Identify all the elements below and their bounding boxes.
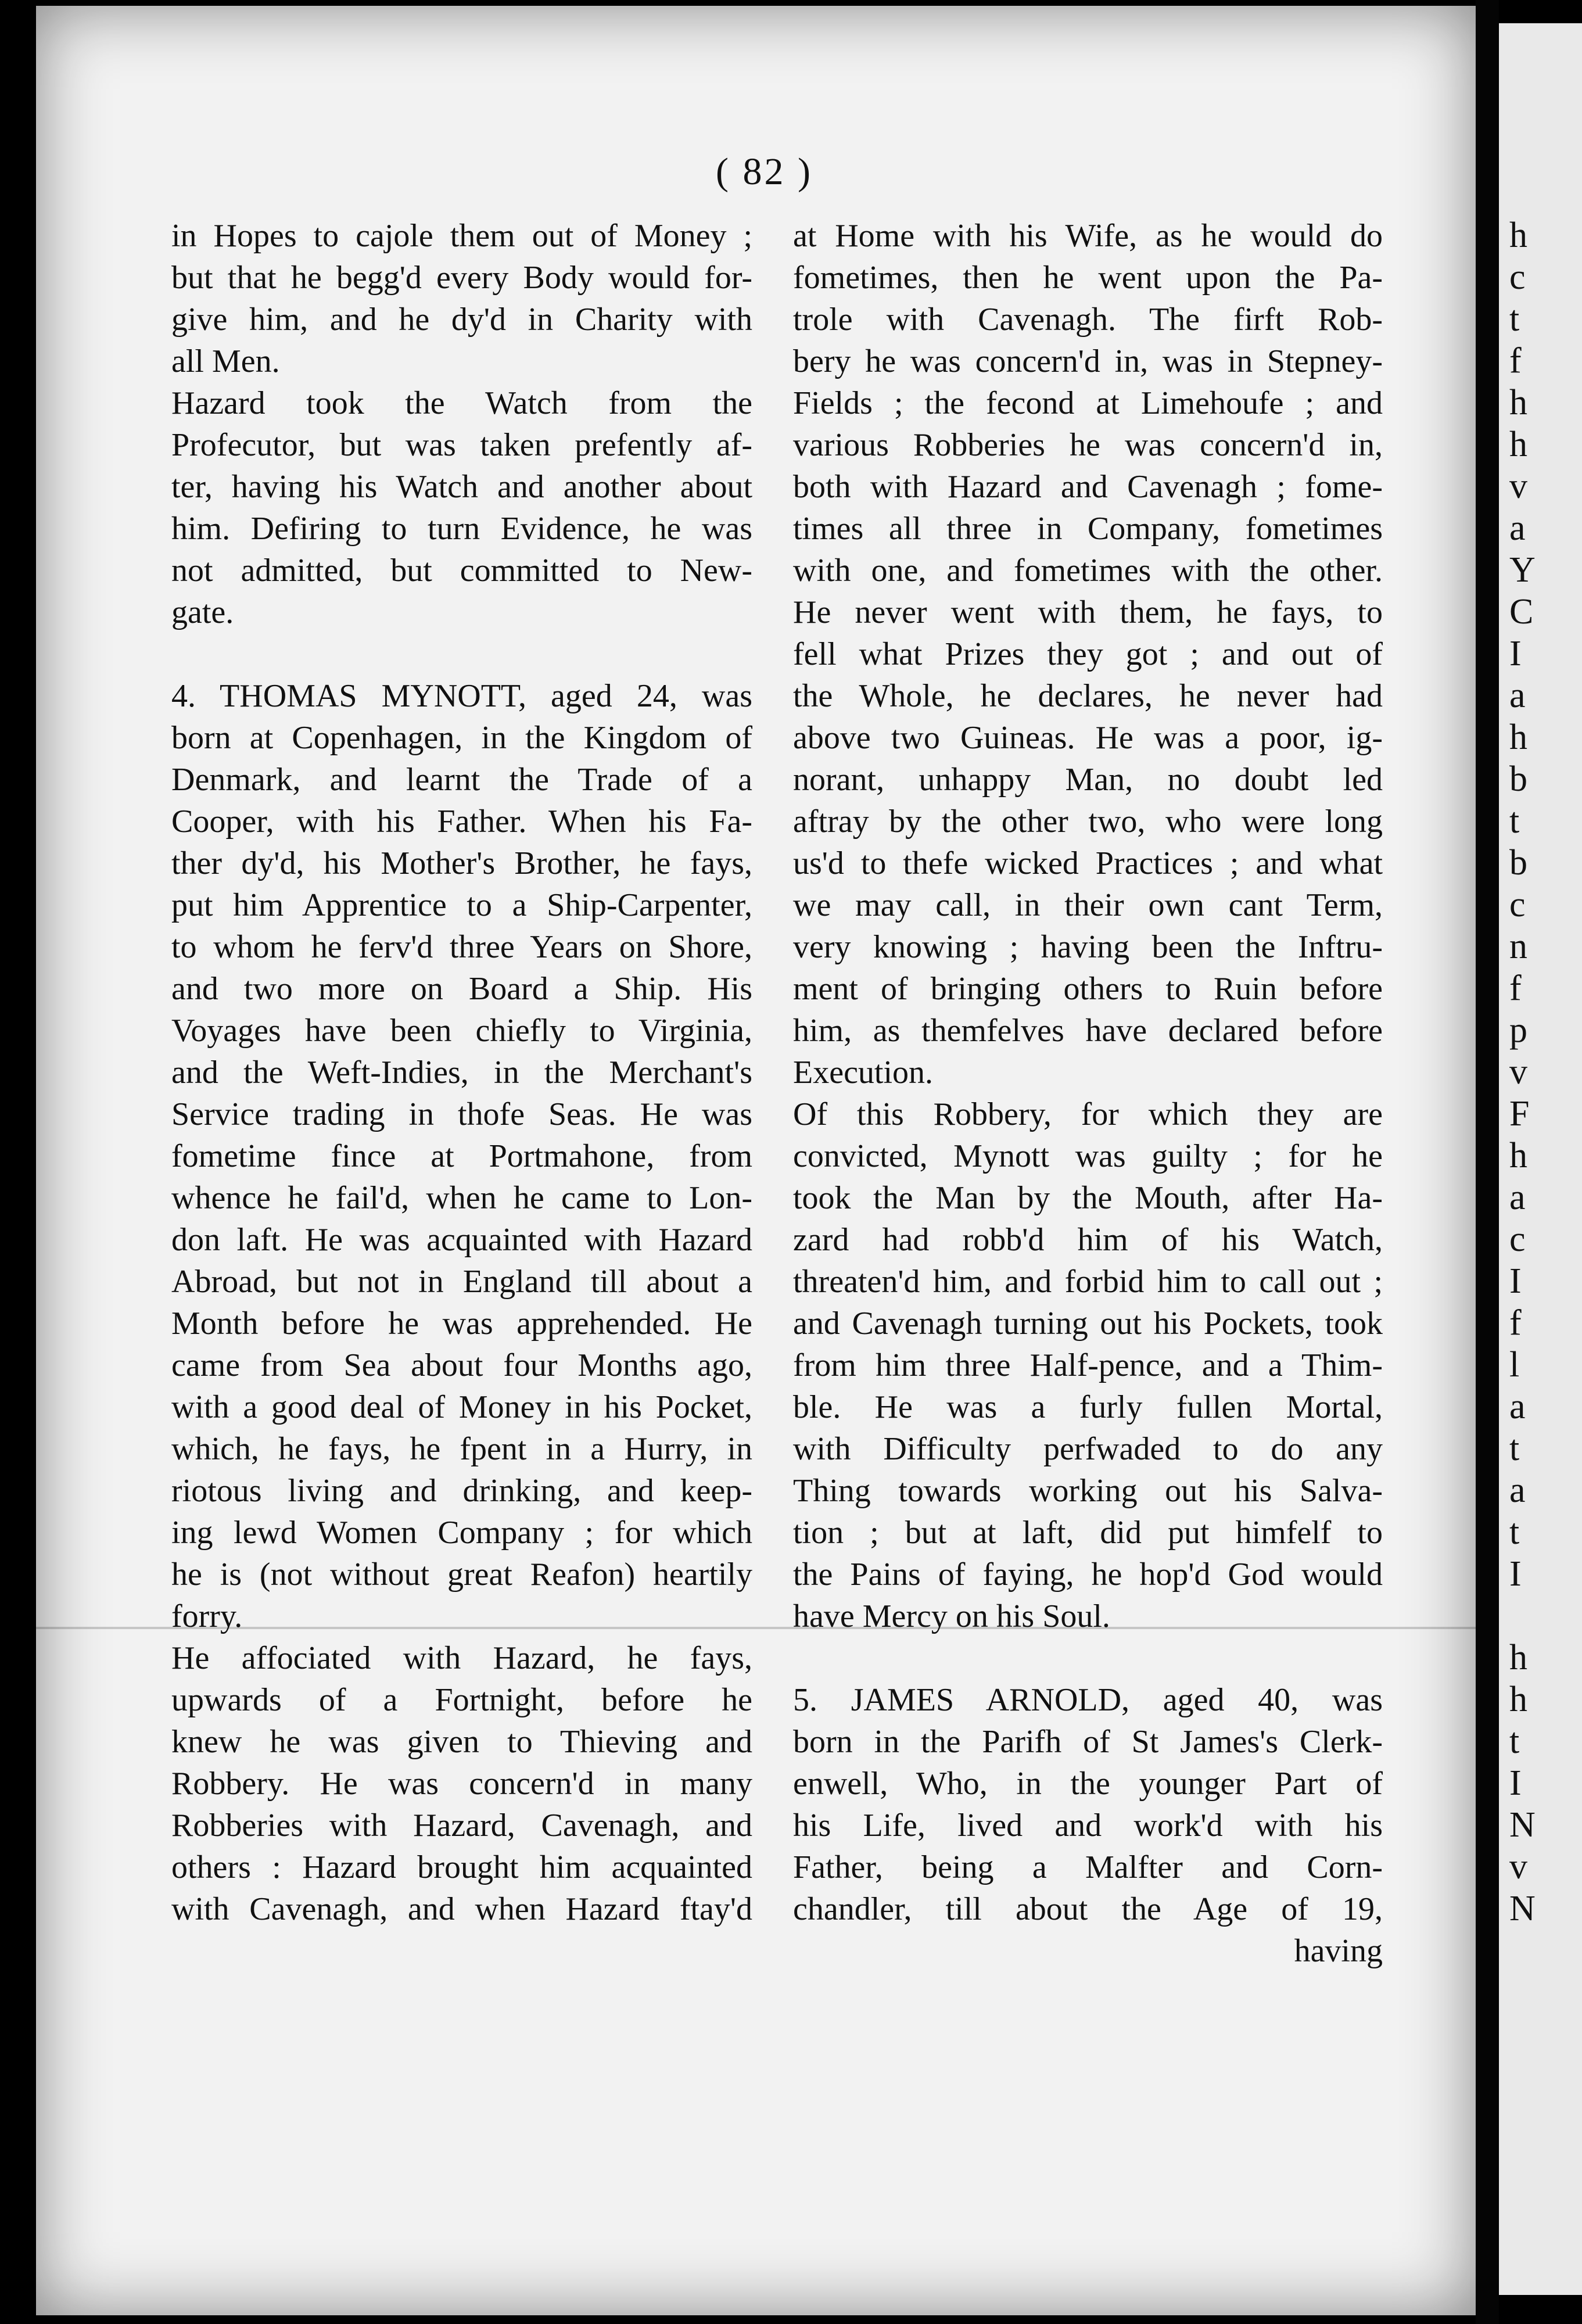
facing-page-letter: l (1509, 1345, 1520, 1385)
text-line: times all three in Company, fometimes (793, 511, 1383, 547)
text-line: and Cavenagh turning out his Pockets, took (793, 1306, 1383, 1342)
facing-page-letter: I (1509, 1763, 1522, 1803)
facing-page-letter: t (1509, 1429, 1520, 1468)
text-line: threaten'd him, and forbid him to call out ; (793, 1264, 1383, 1300)
facing-page-letter: h (1509, 718, 1527, 757)
text-line: born in the Parifh of St James's Clerk- (793, 1724, 1383, 1760)
facing-page-letter: I (1509, 1554, 1522, 1594)
text-line: we may call, in their own cant Term, (793, 887, 1383, 923)
text-line: fometime fince at Portmahone, from (171, 1138, 752, 1174)
text-line: Father, being a Malfter and Corn- (793, 1849, 1383, 1885)
text-line: to whom he ferv'd three Years on Shore, (171, 929, 752, 965)
text-line: have Mercy on his Soul. (793, 1598, 1110, 1634)
facing-page-letter: a (1509, 508, 1526, 548)
text-line: bery he was concern'd in, was in Stepney- (793, 343, 1383, 379)
text-line: trole with Cavenagh. The firft Rob- (793, 302, 1383, 338)
text-line: which, he fays, he fpent in a Hurry, in (171, 1431, 752, 1467)
text-line: gate. (171, 594, 234, 630)
facing-page-letter: h (1509, 425, 1527, 464)
text-line: norant, unhappy Man, no doubt led (793, 762, 1383, 798)
facing-page-letter: C (1509, 592, 1534, 632)
facing-page-letter: N (1509, 1889, 1536, 1928)
text-line: both with Hazard and Cavenagh ; fome- (793, 469, 1383, 505)
text-line: He never went with them, he fays, to (793, 594, 1383, 630)
facing-page-letter: t (1509, 1512, 1520, 1552)
facing-page-letter: f (1509, 969, 1522, 1008)
text-line: give him, and he dy'd in Charity with (171, 302, 752, 338)
text-line: put him Apprentice to a Ship-Carpenter, (171, 887, 752, 923)
facing-page-letter: a (1509, 676, 1526, 715)
facing-page-letter: b (1509, 843, 1527, 883)
text-line: with one, and fometimes with the other. (793, 553, 1383, 589)
facing-page-letter: h (1509, 1638, 1527, 1677)
text-line: with Cavenagh, and when Hazard ftay'd (171, 1891, 752, 1927)
text-line: us'd to thefe wicked Practices ; and what (793, 845, 1383, 881)
facing-page-letter: F (1509, 1094, 1530, 1134)
text-line: ther dy'd, his Mother's Brother, he fays, (171, 845, 752, 881)
text-line: Voyages have been chiefly to Virginia, (171, 1013, 752, 1049)
text-line: and two more on Board a Ship. His (171, 971, 752, 1007)
text-line: various Robberies he was concern'd in, (793, 427, 1383, 463)
text-line: not admitted, but committed to New- (171, 553, 752, 589)
text-line: tion ; but at laft, did put himfelf to (793, 1515, 1383, 1551)
facing-page-letter: v (1509, 467, 1527, 506)
text-line: Service trading in thofe Seas. He was (171, 1096, 752, 1132)
text-line: born at Copenhagen, in the Kingdom of (171, 720, 752, 756)
paragraph-gap (171, 633, 752, 675)
text-line: in Hopes to cajole them out of Money ; (171, 218, 752, 254)
facing-page-letter: c (1509, 1220, 1526, 1259)
text-line: but that he begg'd every Body would for- (171, 260, 752, 296)
left-text-column (171, 215, 752, 1930)
facing-page-edge (1499, 23, 1582, 2295)
text-line: very knowing ; having been the Inftru- (793, 929, 1383, 965)
facing-page-letter: N (1509, 1805, 1536, 1845)
text-line: don laft. He was acquainted with Hazard (171, 1222, 752, 1258)
text-line: the Whole, he declares, he never had (793, 678, 1383, 714)
paragraph-gap (793, 1637, 1383, 1679)
text-line: Abroad, but not in England till about a (171, 1264, 752, 1300)
facing-page-letter: h (1509, 216, 1527, 255)
text-line: others : Hazard brought him acquainted (171, 1849, 752, 1885)
facing-page-letter: f (1509, 1303, 1522, 1343)
facing-page-letter: I (1509, 1261, 1522, 1301)
facing-page-letter: c (1509, 257, 1526, 297)
text-line: 5. JAMES ARNOLD, aged 40, was (793, 1682, 1383, 1718)
text-line: his Life, lived and work'd with his (793, 1807, 1383, 1844)
text-line: Thing towards working out his Salva- (793, 1473, 1383, 1509)
text-line: 4. THOMAS MYNOTT, aged 24, was (171, 678, 752, 714)
facing-page-letter: f (1509, 341, 1522, 381)
facing-page-letter: v (1509, 1847, 1527, 1887)
text-line: at Home with his Wife, as he would do (793, 218, 1383, 254)
text-line: convicted, Mynott was guilty ; for he (793, 1138, 1383, 1174)
text-line: and the Weft-Indies, in the Merchant's (171, 1055, 752, 1091)
facing-page-letter: a (1509, 1178, 1526, 1217)
facing-page-letter: v (1509, 1052, 1527, 1092)
text-line: Month before he was apprehended. He (171, 1306, 752, 1342)
facing-page-letter: h (1509, 1136, 1527, 1175)
facing-page-letter: t (1509, 1722, 1520, 1761)
text-line: enwell, Who, in the younger Part of (793, 1766, 1383, 1802)
text-line: knew he was given to Thieving and (171, 1724, 752, 1760)
text-line: took the Man by the Mouth, after Ha- (793, 1180, 1383, 1216)
text-line: ble. He was a furly fullen Mortal, (793, 1389, 1383, 1425)
text-line: Denmark, and learnt the Trade of a (171, 762, 752, 798)
facing-page-letter: b (1509, 759, 1527, 799)
facing-page-letter: h (1509, 1680, 1527, 1719)
text-line: him. Defiring to turn Evidence, he was (171, 511, 752, 547)
text-line: riotous living and drinking, and keep- (171, 1473, 752, 1509)
right-text-column (793, 215, 1383, 1972)
text-line: He affociated with Hazard, he fays, (171, 1640, 752, 1676)
page-number: ( 82 ) (716, 150, 813, 193)
text-line: Fields ; the fecond at Limehoufe ; and (793, 385, 1383, 421)
facing-page-letter: a (1509, 1387, 1526, 1426)
facing-page-letter: I (1509, 634, 1522, 673)
facing-page-letter: t (1509, 801, 1520, 841)
text-line: Execution. (793, 1055, 934, 1091)
text-line: ment of bringing others to Ruin before (793, 971, 1383, 1007)
facing-page-letter: Y (1509, 550, 1536, 590)
text-line: forry. (171, 1598, 243, 1634)
text-line: chandler, till about the Age of 19, (793, 1891, 1383, 1927)
text-line: fometimes, then he went upon the Pa- (793, 260, 1383, 296)
facing-page-letter: a (1509, 1471, 1526, 1510)
text-line: fell what Prizes they got ; and out of (793, 636, 1383, 672)
text-line: from him three Half-pence, and a Thim- (793, 1347, 1383, 1383)
text-line: zard had robb'd him of his Watch, (793, 1222, 1383, 1258)
text-line: Robberies with Hazard, Cavenagh, and (171, 1807, 752, 1844)
text-line: Robbery. He was concern'd in many (171, 1766, 752, 1802)
text-line: Profecutor, but was taken prefently af- (171, 427, 752, 463)
book-gutter (1476, 0, 1499, 2324)
facing-page-letter: h (1509, 383, 1527, 422)
text-line: with Difficulty perfwaded to do any (793, 1431, 1383, 1467)
text-line: aftray by the other two, who were long (793, 804, 1383, 840)
text-line: the Pains of faying, he hop'd God would (793, 1556, 1383, 1593)
text-line: upwards of a Fortnight, before he (171, 1682, 752, 1718)
text-line: he is (not without great Reafon) heartily (171, 1556, 752, 1593)
catchword: having (1294, 1933, 1383, 1969)
facing-page-letter: c (1509, 885, 1526, 924)
text-line: Hazard took the Watch from the (171, 385, 752, 421)
text-line: ing lewd Women Company ; for which (171, 1515, 752, 1551)
text-line: Cooper, with his Father. When his Fa- (171, 804, 752, 840)
text-line: with a good deal of Money in his Pocket, (171, 1389, 752, 1425)
text-line: whence he fail'd, when he came to Lon- (171, 1180, 752, 1216)
text-line: him, as themfelves have declared before (793, 1013, 1383, 1049)
text-line: all Men. (171, 343, 280, 379)
text-line: Of this Robbery, for which they are (793, 1096, 1383, 1132)
facing-page-letter: p (1509, 1010, 1527, 1050)
facing-page-letter: n (1509, 927, 1527, 966)
text-line: came from Sea about four Months ago, (171, 1347, 752, 1383)
text-line: ter, having his Watch and another about (171, 469, 752, 505)
facing-page-letter: t (1509, 299, 1520, 339)
text-line: above two Guineas. He was a poor, ig- (793, 720, 1383, 756)
